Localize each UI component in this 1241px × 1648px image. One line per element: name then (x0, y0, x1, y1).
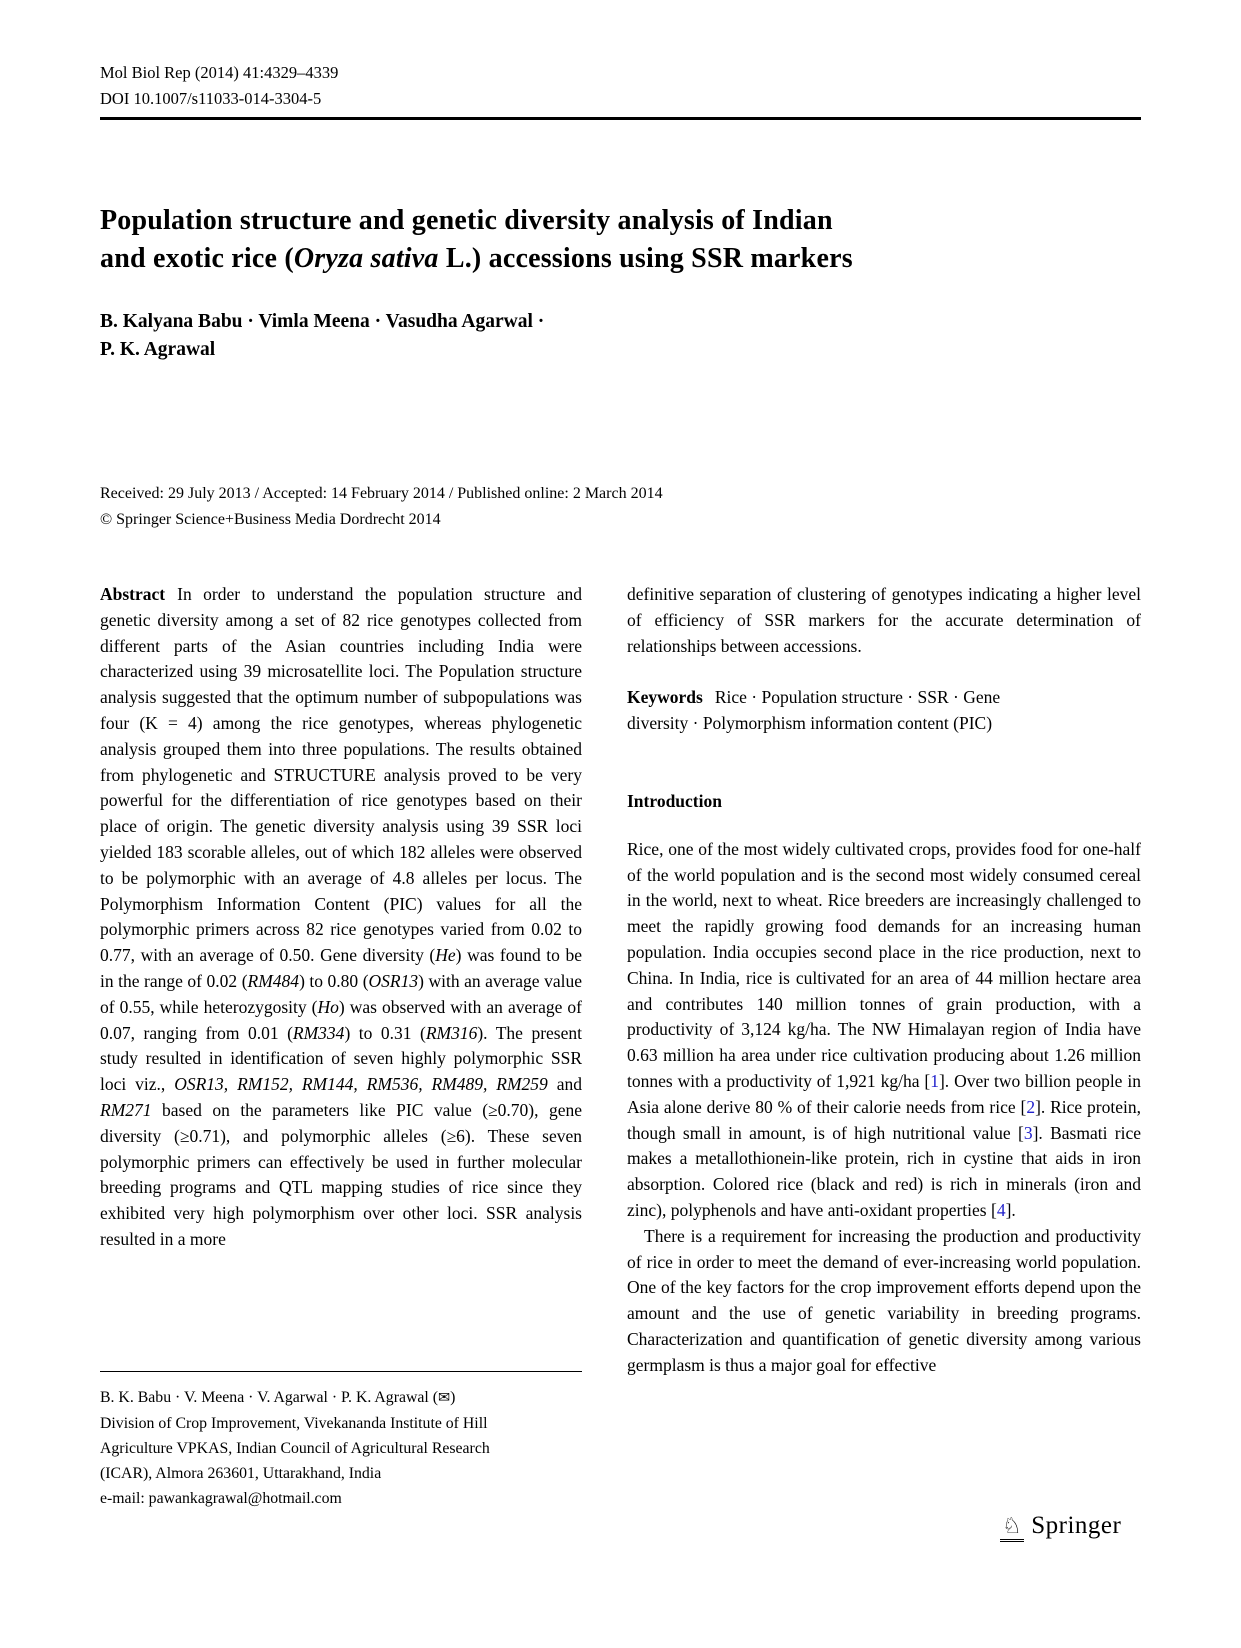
keywords-label: Keywords (627, 687, 703, 708)
author-line-2: P. K. Agrawal (100, 339, 216, 360)
footnote-affiliation-line-3: (ICAR), Almora 263601, Uttarakhand, India (100, 1465, 382, 1482)
citation-link-1[interactable]: 1 (930, 1070, 939, 1091)
springer-logo (1000, 1512, 1121, 1542)
author-list (100, 308, 544, 364)
abstract-continuation: definitive separation of clustering of genotypes indicating a higher level of efficiency of SSR markers for the accurate determination of relationships between accessions. (627, 584, 1141, 656)
title-line-1: Population structure and genetic diversity analysis of Indian (100, 205, 833, 236)
journal-ref: Mol Biol Rep (2014) 41:4329–4339 (100, 63, 339, 82)
keywords-block (627, 685, 1141, 737)
footnote-authors: B. K. Babu · V. Meena · V. Agarwal · P. K. Agrawal (✉) (100, 1389, 456, 1406)
envelope-icon: ✉ (438, 1390, 451, 1406)
publication-dates (100, 481, 663, 533)
footnote-affiliation-line-2: Agriculture VPKAS, Indian Council of Agricultural Research (100, 1440, 490, 1457)
doi: DOI 10.1007/s11033-014-3304-5 (100, 89, 322, 108)
springer-wordmark: Springer (1031, 1512, 1122, 1539)
abstract-paragraph: Abstract In order to understand the population structure and genetic diversity among a set of 82 rice genotypes collected from different parts of the Asian countries including India were characterized using 39 microsatellite loci. The Population structure analysis suggested that the optimum number of subpopulations was four (K = 4) among the rice genotypes, whereas phylogenetic analysis grouped them into three populations. The results obtained from phylogenetic and STRUCTURE analysis proved to be very powerful for the differentiation of rice genotypes based on their place of origin. The genetic diversity analysis using 39 SSR loci yielded 183 scorable alleles, out of which 182 alleles were observed to be polymorphic with an average of 4.8 alleles per locus. The Polymorphism Information Content (PIC) values for all the polymorphic primers across 82 rice genotypes varied from 0.02 to 0.77, with an average of 0.50. Gene diversity (He) was found to be in the range of 0.02 (RM484) to 0.80 (OSR13) with an average value of 0.55, while heterozygosity (Ho) was observed with an average of 0.07, ranging from 0.01 (RM334) to 0.31 (RM316). The present study resulted in identification of seven highly polymorphic SSR loci viz., OSR13, RM152, RM144, RM536, RM489, RM259 and RM271 based on the parameters like PIC value (≥0.70), gene diversity (≥0.71), and polymorphic alleles (≥6). These seven polymorphic primers can effectively be used in further molecular breeding programs and QTL mapping studies of rice since they exhibited very high polymorphism over other loci. SSR analysis resulted in a more (100, 584, 582, 1249)
intro-paragraph-1: Rice, one of the most widely cultivated crops, provides food for one-half of the world population and is the second most widely consumed cereal in the world, next to wheat. Rice breeders are increasingly challenged to meet the rapidly growing food demands for an increasing human population. India occupies second place in the rice production, next to China. In India, rice is cultivated for an area of 44 million hectare area and contributes 140 million tonnes of grain production, with a productivity of 3,124 kg/ha. The NW Himalayan region of India have 0.63 million ha area under rice cultivation producing about 1.26 million tonnes with a productivity of 1,921 kg/ha [1]. Over two billion people in Asia alone derive 80 % of their calorie needs from rice [2]. Rice protein, though small in amount, is of high nutritional value [3]. Basmati rice makes a metallothionein-like protein, rich in cystine that aids in iron absorption. Colored rice (black and red) is rich in minerals (iron and zinc), polyphenols and have anti-oxidant properties [4]. (627, 838, 1142, 1220)
article-title (100, 202, 853, 278)
citation-link-2[interactable]: 2 (1026, 1096, 1036, 1117)
citation-link-4[interactable]: 4 (996, 1199, 1006, 1220)
two-column-body (100, 582, 1141, 1379)
right-column (627, 582, 1141, 1379)
abstract-label: Abstract (100, 584, 166, 604)
received-line: Received: 29 July 2013 / Accepted: 14 February 2014 / Published online: 2 March 2014 (100, 485, 663, 502)
introduction-heading: Introduction (627, 790, 722, 811)
footnote-affiliation-line-1: Division of Crop Improvement, Vivekananda Institute of Hill (100, 1415, 488, 1432)
header-rule (100, 117, 1141, 120)
correspondence-footnote (100, 1371, 582, 1511)
author-line-1: B. Kalyana Babu · Vimla Meena · Vasudha Agarwal · (100, 311, 545, 332)
left-column (100, 582, 582, 1253)
copyright-line: © Springer Science+Business Media Dordrecht 2014 (100, 511, 441, 528)
journal-header (100, 60, 338, 112)
citation-link-3[interactable]: 3 (1023, 1122, 1033, 1143)
springer-knight-icon: ♘ (1000, 1516, 1024, 1542)
keywords-line-2: diversity · Polymorphism information content (PIC) (627, 713, 993, 734)
footnote-email: e-mail: pawankagrawal@hotmail.com (100, 1490, 342, 1507)
intro-paragraph-2: There is a requirement for increasing the production and productivity of rice in order to meet the demand of ever-increasing world population. One of the key factors for the crop improvement efforts depend upon the amount and the use of genetic variability in breeding programs. Characterization and quantification of genetic diversity among various germplasm is thus a major goal for effective (627, 1225, 1141, 1375)
title-line-2: and exotic rice (Oryza sativa L.) accessions using SSR markers (100, 243, 853, 274)
keywords-line-1: Keywords Rice · Population structure · SSR · Gene (627, 687, 1001, 708)
